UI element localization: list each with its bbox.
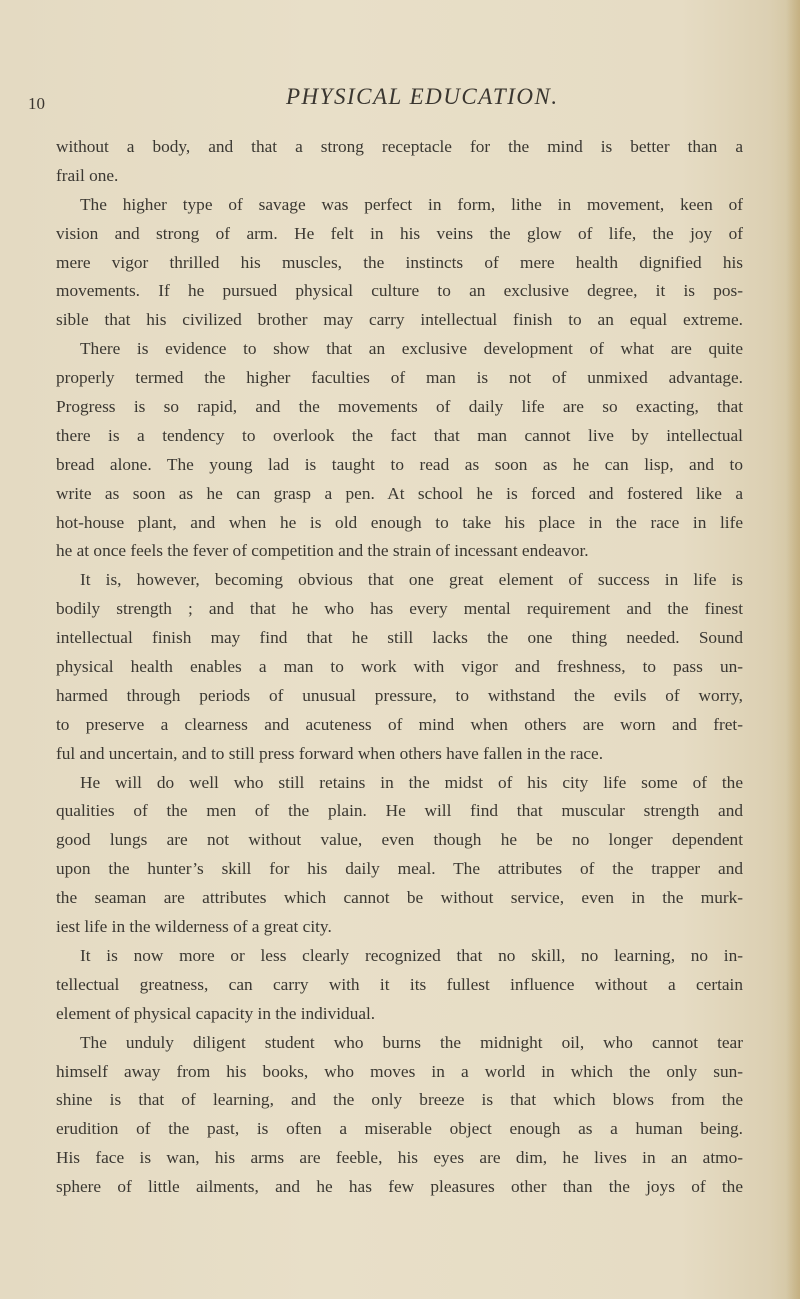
text-line: bodily strength ; and that he who has every mental requirement and the finest bbox=[56, 599, 743, 619]
text-line: without a body, and that a strong receptacle for the mind is better than a bbox=[56, 137, 743, 156]
text-line: The unduly diligent student who burns the midnight oil, who cannot tear bbox=[80, 1032, 743, 1052]
text-line: tellectual greatness, can carry with it its fullest influence without a certain bbox=[56, 974, 743, 994]
text-line: qualities of the men of the plain. He will find that muscular strength and bbox=[56, 801, 743, 821]
text-line: movements. If he pursued physical culture to an exclusive degree, it is pos- bbox=[56, 281, 743, 301]
text-line: frail one. bbox=[56, 165, 119, 185]
text-line: mere vigor thrilled his muscles, the instincts of mere health dignified his bbox=[56, 252, 743, 272]
text-line: It is now more or less clearly recognized that no skill, no learning, no in- bbox=[80, 945, 743, 965]
running-head bbox=[0, 84, 800, 124]
text-line: erudition of the past, is often a miserable object enough as a human being. bbox=[56, 1119, 743, 1139]
text-line: It is, however, becoming obvious that one great element of success in life is bbox=[80, 570, 743, 590]
text-line: himself away from his books, who moves in a world in which the only sun- bbox=[56, 1061, 743, 1081]
text-line: shine is that of learning, and the only breeze is that which blows from the bbox=[56, 1090, 743, 1110]
text-line: vision and strong of arm. He felt in his veins the glow of life, the joy of bbox=[56, 223, 743, 243]
text-line: good lungs are not without value, even though he be no longer dependent bbox=[56, 830, 743, 850]
text-line: intellectual finish may find that he still lacks the one thing needed. Sound bbox=[56, 628, 743, 648]
text-line: Progress is so rapid, and the movements of daily life are so exacting, that bbox=[56, 397, 743, 417]
text-line: element of physical capacity in the individual. bbox=[56, 1003, 376, 1023]
text-line: sible that his civilized brother may carry intellectual finish to an equal extreme. bbox=[56, 310, 743, 330]
text-line: there is a tendency to overlook the fact that man cannot live by intellectual bbox=[56, 425, 743, 445]
text-line: There is evidence to show that an exclusive development of what are quite bbox=[80, 339, 743, 359]
text-line: the seaman are attributes which cannot be without service, even in the murk- bbox=[56, 888, 743, 908]
body-text bbox=[56, 133, 743, 1202]
text-line: harmed through periods of unusual pressure, to withstand the evils of worry, bbox=[56, 685, 743, 705]
text-line: sphere of little ailments, and he has few pleasures other than the joys of the bbox=[56, 1177, 743, 1197]
text-line: His face is wan, his arms are feeble, his eyes are dim, he lives in an atmo- bbox=[56, 1148, 743, 1168]
running-title: PHYSICAL EDUCATION. bbox=[286, 84, 559, 109]
text-line: properly termed the higher faculties of man is not of unmixed advantage. bbox=[56, 368, 743, 388]
text-line: The higher type of savage was perfect in form, lithe in movement, keen of bbox=[80, 194, 743, 214]
text-line: bread alone. The young lad is taught to read as soon as he can lisp, and to bbox=[56, 454, 743, 474]
page-number: 10 bbox=[28, 94, 45, 113]
text-line: He will do well who still retains in the midst of his city life some of the bbox=[80, 772, 743, 792]
text-line: write as soon as he can grasp a pen. At school he is forced and fostered like a bbox=[56, 483, 743, 503]
text-line: hot-house plant, and when he is old enough to take his place in the race in life bbox=[56, 512, 743, 532]
text-line: ful and uncertain, and to still press forward when others have fallen in the race. bbox=[56, 743, 604, 763]
text-line: iest life in the wilderness of a great city. bbox=[56, 917, 332, 937]
text-line: upon the hunter’s skill for his daily meal. The attributes of the trapper and bbox=[56, 859, 743, 879]
text-line: he at once feels the fever of competition and the strain of incessant endeavor. bbox=[56, 541, 589, 561]
page-edge-shading bbox=[786, 0, 800, 1299]
text-line: physical health enables a man to work with vigor and freshness, to pass un- bbox=[56, 657, 743, 677]
text-line: to preserve a clearness and acuteness of mind when others are worn and fret- bbox=[56, 714, 743, 734]
